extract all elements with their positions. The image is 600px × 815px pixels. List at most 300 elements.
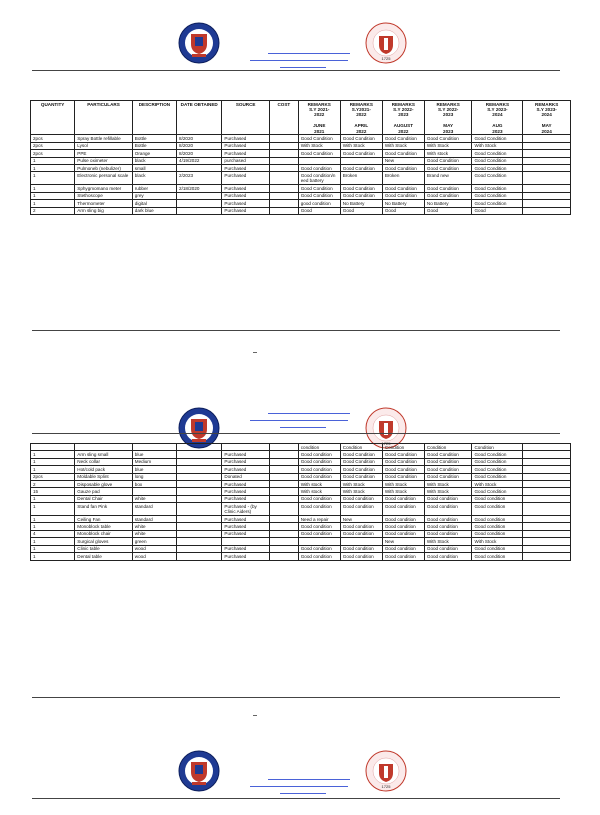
table-cell: long: [132, 473, 176, 480]
table-cell: 2pcs: [31, 135, 75, 142]
table-cell: [269, 451, 298, 458]
table-cell: [177, 538, 222, 545]
table-cell: [340, 538, 382, 545]
table-cell: 1: [31, 458, 75, 465]
table-cell: rubber: [132, 185, 176, 192]
table-cell: small: [132, 165, 176, 172]
table-cell: 1: [31, 192, 75, 199]
table-cell: 1: [31, 495, 75, 502]
header-source: SOURCE: [222, 101, 270, 135]
table-cell: [269, 516, 298, 523]
table-cell: [177, 451, 222, 458]
table-cell: [75, 444, 133, 451]
table-cell: 8/2020: [177, 135, 222, 142]
table-cell: [177, 545, 222, 552]
table-cell: Good Condition: [472, 458, 523, 465]
letterhead: [0, 745, 600, 815]
table-cell: With Stock: [424, 142, 472, 149]
table-cell: Pulse oximeter: [75, 157, 133, 164]
table-cell: 1: [31, 185, 75, 192]
table-cell: [523, 200, 571, 207]
table-cell: [177, 466, 222, 473]
table-cell: Broken: [382, 172, 424, 185]
table-cell: digital: [132, 200, 176, 207]
table-cell: Good condition: [424, 553, 472, 560]
table-cell: Purchased: [222, 207, 270, 214]
table-cell: 4: [31, 530, 75, 537]
table-cell: standard: [132, 516, 176, 523]
table-cell: [523, 545, 571, 552]
table-row: [31, 135, 571, 142]
table-cell: [269, 466, 298, 473]
table-cell: white: [132, 530, 176, 537]
table-cell: 4/19/2022: [177, 157, 222, 164]
table-cell: New: [382, 157, 424, 164]
document-page-2: [0, 385, 600, 730]
table-cell: With Stock: [472, 538, 523, 545]
table-cell: good condition: [298, 200, 340, 207]
table-cell: [269, 495, 298, 502]
header-remarks-1: REMARKS S.Y 2021- 2022 JUNE 2021: [298, 101, 340, 135]
table-cell: Purchased: [222, 135, 270, 142]
table-cell: Stand fan Pink: [75, 503, 133, 516]
table-cell: [523, 473, 571, 480]
table-cell: With Stock: [340, 488, 382, 495]
table-cell: Good Condition: [382, 473, 424, 480]
table-cell: [523, 481, 571, 488]
table-cell: Good condition: [472, 545, 523, 552]
table-cell: With Stock: [298, 142, 340, 149]
table-cell: [523, 553, 571, 560]
table-cell: 1: [31, 466, 75, 473]
table-cell: wood: [132, 553, 176, 560]
table-cell: Thermometer: [75, 200, 133, 207]
table-cell: With Stock: [424, 488, 472, 495]
header-particulars: PARTICULARS: [75, 101, 133, 135]
table-cell: Purchased: [222, 150, 270, 157]
table-cell: Good condition: [382, 503, 424, 516]
table-cell: Purchased: [222, 495, 270, 502]
table-row: [31, 451, 571, 458]
table-cell: Good condition: [298, 466, 340, 473]
table-cell: Dental Chair: [75, 495, 133, 502]
document-page-3: [0, 745, 600, 800]
header-remarks-3: REMARKS S.Y 2022- 2023 AUGUST 2022: [382, 101, 424, 135]
table-cell: Moldable Splint: [75, 473, 133, 480]
table-cell: Good condition: [340, 553, 382, 560]
svg-text:1725: 1725: [381, 784, 391, 789]
table-cell: [269, 150, 298, 157]
table-cell: Good: [382, 207, 424, 214]
table-row: [31, 157, 571, 164]
table-cell: Good Condition: [382, 165, 424, 172]
table-cell: [177, 473, 222, 480]
table-cell: [298, 157, 340, 164]
header-cost: COST: [269, 101, 298, 135]
table-cell: Electronic personal scale: [75, 172, 133, 185]
table-cell: [340, 157, 382, 164]
table-cell: No Battery: [382, 200, 424, 207]
table-cell: Good Condition: [382, 135, 424, 142]
table-cell: [222, 444, 270, 451]
table-cell: Ceiling Fan: [75, 516, 133, 523]
table-cell: With Stock: [340, 481, 382, 488]
table-cell: [269, 157, 298, 164]
table-cell: Good Condition: [472, 185, 523, 192]
table-cell: [269, 200, 298, 207]
table-cell: Good Condition: [298, 192, 340, 199]
table-cell: Good Condition: [340, 192, 382, 199]
table-cell: Good Condition: [472, 192, 523, 199]
table-cell: Good Condition: [340, 473, 382, 480]
table-cell: box: [132, 481, 176, 488]
table-cell: New: [340, 516, 382, 523]
table-row: [31, 172, 571, 185]
table-cell: Hot/cold pack: [75, 466, 133, 473]
table-cell: Neck collar: [75, 458, 133, 465]
table-cell: black: [132, 172, 176, 185]
table-body-page-2: [31, 444, 571, 561]
table-cell: Good condition: [298, 451, 340, 458]
table-row: [31, 473, 571, 480]
table-cell: 2pcs: [31, 142, 75, 149]
table-row: [31, 200, 571, 207]
table-cell: Good condition: [298, 458, 340, 465]
table-cell: Good Condition: [340, 135, 382, 142]
table-cell: Donated: [222, 473, 270, 480]
table-cell: [269, 172, 298, 185]
table-cell: Broken: [340, 172, 382, 185]
table-cell: [523, 207, 571, 214]
table-cell: Good Condition: [424, 473, 472, 480]
table-cell: Good Condition: [472, 165, 523, 172]
table-cell: [269, 538, 298, 545]
table-cell: 2/18/2020: [177, 185, 222, 192]
table-cell: 2pcs: [31, 150, 75, 157]
table-cell: Purchased: [222, 165, 270, 172]
table-cell: Medium: [132, 458, 176, 465]
table-cell: Stethoscope: [75, 192, 133, 199]
table-cell: Purchased: [222, 466, 270, 473]
table-cell: Condition: [424, 444, 472, 451]
table-cell: Good Condition: [382, 451, 424, 458]
table-cell: [269, 488, 298, 495]
table-cell: [523, 142, 571, 149]
table-cell: Good Condition: [472, 172, 523, 185]
table-cell: white: [132, 523, 176, 530]
table-cell: [269, 185, 298, 192]
table-cell: Good: [298, 207, 340, 214]
table-cell: With stock: [298, 488, 340, 495]
table-cell: [523, 165, 571, 172]
table-cell: [269, 503, 298, 516]
table-cell: [523, 538, 571, 545]
table-cell: black: [132, 157, 176, 164]
table-cell: Good: [472, 207, 523, 214]
table-cell: Good Condition: [472, 135, 523, 142]
table-row: [31, 523, 571, 530]
table-cell: No Battery: [340, 200, 382, 207]
table-cell: Good: [424, 207, 472, 214]
table-cell: [132, 488, 176, 495]
table-cell: Good condition: [424, 530, 472, 537]
table-cell: Good condition: [298, 545, 340, 552]
table-cell: Good condition: [472, 553, 523, 560]
table-cell: Monoblock table: [75, 523, 133, 530]
table-cell: Gauze pad: [75, 488, 133, 495]
table-cell: Monoblock chair: [75, 530, 133, 537]
header-remarks-6: REMARKS S.Y 2023- 2024 MAY 2024: [523, 101, 571, 135]
table-row: [31, 545, 571, 552]
table-cell: Good Condition: [340, 165, 382, 172]
table-cell: Good Condition: [382, 150, 424, 157]
table-cell: [177, 444, 222, 451]
table-row: [31, 553, 571, 560]
table-cell: Purchased: [222, 185, 270, 192]
table-cell: [269, 473, 298, 480]
table-cell: Clinic table: [75, 545, 133, 552]
table-cell: Need a repair: [298, 516, 340, 523]
table-row: [31, 185, 571, 192]
table-cell: Good condition: [340, 495, 382, 502]
table-cell: [269, 545, 298, 552]
table-cell: [177, 488, 222, 495]
table-cell: [269, 458, 298, 465]
table-cell: 1: [31, 157, 75, 164]
table-cell: Good condition: [472, 503, 523, 516]
table-cell: 1: [31, 553, 75, 560]
table-cell: Good Condition: [340, 451, 382, 458]
page-separator: [253, 715, 257, 716]
table-cell: Good condition: [340, 523, 382, 530]
table-row: [31, 538, 571, 545]
table-cell: Good condition: [382, 553, 424, 560]
table-cell: [298, 538, 340, 545]
table-cell: 1: [31, 523, 75, 530]
table-cell: Purchased: [222, 481, 270, 488]
congregation-seal-icon: [365, 750, 407, 792]
table-cell: grey: [132, 192, 176, 199]
table-cell: Purchased: [222, 530, 270, 537]
table-cell: Good condition: [382, 495, 424, 502]
table-cell: Good Condition: [472, 451, 523, 458]
inventory-table-page-2: [30, 443, 571, 561]
table-cell: [177, 200, 222, 207]
table-cell: [269, 165, 298, 172]
table-cell: [523, 495, 571, 502]
table-cell: Good Condition: [340, 150, 382, 157]
table-cell: Bottle: [132, 142, 176, 149]
table-cell: [177, 553, 222, 560]
table-cell: Good Condition: [340, 466, 382, 473]
table-cell: green: [132, 538, 176, 545]
table-cell: Good condition: [298, 495, 340, 502]
table-cell: Good Condition: [472, 466, 523, 473]
table-cell: [177, 481, 222, 488]
table-cell: New: [382, 538, 424, 545]
table-cell: Good Condition: [424, 458, 472, 465]
header-description: DESCRIPTION: [132, 101, 176, 135]
school-seal-icon: [178, 22, 220, 64]
table-cell: Purchased: [222, 458, 270, 465]
table-cell: [269, 207, 298, 214]
table-cell: Good condition: [298, 165, 340, 172]
table-cell: Arm sling big: [75, 207, 133, 214]
table-cell: [177, 523, 222, 530]
table-cell: Good condition: [424, 503, 472, 516]
table-cell: PPE: [75, 150, 133, 157]
table-cell: With Stock: [472, 142, 523, 149]
table-cell: Good Condition: [472, 200, 523, 207]
page-separator: [253, 352, 257, 353]
table-cell: Condition: [340, 444, 382, 451]
table-cell: Good condition: [472, 516, 523, 523]
table-cell: [269, 481, 298, 488]
table-cell: Purchased: [222, 516, 270, 523]
table-cell: [523, 523, 571, 530]
table-cell: Good condition: [298, 523, 340, 530]
table-cell: Good Condition: [424, 135, 472, 142]
table-cell: Good Condition: [472, 150, 523, 157]
table-row: [31, 481, 571, 488]
header-remarks-4: REMARKS S.Y 2022- 2023 MAY 2023: [424, 101, 472, 135]
table-row: [31, 207, 571, 214]
table-cell: [523, 157, 571, 164]
table-cell: With Stock: [382, 488, 424, 495]
table-cell: Good condition: [382, 523, 424, 530]
table-cell: Good Condition: [472, 488, 523, 495]
table-cell: Good Condition: [424, 185, 472, 192]
table-cell: Good condition: [298, 530, 340, 537]
table-cell: Good condition: [424, 523, 472, 530]
table-cell: With Stock: [424, 538, 472, 545]
table-cell: Good Condition: [424, 451, 472, 458]
table-cell: Bottle: [132, 135, 176, 142]
table-cell: Purchased: [222, 553, 270, 560]
table-cell: dark blue: [132, 207, 176, 214]
table-body-page-1: [31, 135, 571, 214]
table-cell: Spray Bottle refillable: [75, 135, 133, 142]
header-remarks-2: REMARKS S.Y2021- 2022 APRIL 2022: [340, 101, 382, 135]
table-cell: Purchased: [222, 192, 270, 199]
table-cell: [523, 444, 571, 451]
table-cell: standard: [132, 503, 176, 516]
table-cell: Good condition: [472, 523, 523, 530]
table-cell: [177, 207, 222, 214]
table-cell: [523, 516, 571, 523]
table-cell: Good condition: [472, 495, 523, 502]
table-cell: Good condition: [340, 545, 382, 552]
table-row: [31, 530, 571, 537]
table-cell: Good condition: [382, 516, 424, 523]
table-cell: [523, 150, 571, 157]
table-cell: [523, 503, 571, 516]
table-row: [31, 444, 571, 451]
table-row: [31, 495, 571, 502]
table-cell: With Stock: [382, 481, 424, 488]
table-cell: Good Condition: [382, 185, 424, 192]
table-row: [31, 165, 571, 172]
table-cell: purchased: [222, 157, 270, 164]
table-cell: white: [132, 495, 176, 502]
table-cell: Good condition: [340, 503, 382, 516]
table-cell: [177, 458, 222, 465]
table-cell: Good Condition: [424, 466, 472, 473]
table-cell: Purchased: [222, 172, 270, 185]
table-cell: With Stock: [382, 142, 424, 149]
table-cell: No Battery: [424, 200, 472, 207]
table-cell: With stock: [424, 150, 472, 157]
document-page-1: [0, 0, 600, 360]
table-cell: blue: [132, 451, 176, 458]
table-cell: With Stock: [424, 481, 472, 488]
table-cell: 1: [31, 172, 75, 185]
table-cell: [523, 172, 571, 185]
table-cell: 2pcs: [31, 473, 75, 480]
table-cell: [269, 135, 298, 142]
table-cell: Good condition: [382, 545, 424, 552]
table-cell: 1: [31, 538, 75, 545]
table-cell: Good Condition: [382, 466, 424, 473]
table-cell: Sphygmomano meter: [75, 185, 133, 192]
table-cell: [523, 135, 571, 142]
table-cell: Good Condition: [340, 458, 382, 465]
table-row: [31, 466, 571, 473]
table-cell: Good Condition: [424, 157, 472, 164]
congregation-seal-icon: [365, 22, 407, 64]
table-cell: With stock: [298, 481, 340, 488]
table-cell: 1: [31, 503, 75, 516]
table-cell: Good Condition: [298, 185, 340, 192]
letterhead: [0, 0, 600, 70]
table-cell: [177, 516, 222, 523]
table-cell: [269, 553, 298, 560]
table-cell: 1: [31, 200, 75, 207]
table-cell: Good condition: [424, 495, 472, 502]
table-row: [31, 142, 571, 149]
inventory-table-page-1: [30, 100, 571, 215]
table-cell: 1: [31, 451, 75, 458]
table-cell: [523, 185, 571, 192]
table-cell: [269, 142, 298, 149]
table-cell: [269, 444, 298, 451]
table-row: [31, 488, 571, 495]
table-cell: [269, 523, 298, 530]
table-cell: Dental table: [75, 553, 133, 560]
table-cell: 8/2020: [177, 150, 222, 157]
table-cell: Condition: [472, 444, 523, 451]
table-cell: 1: [31, 516, 75, 523]
table-cell: [222, 538, 270, 545]
table-cell: Good Condition: [382, 192, 424, 199]
table-cell: [177, 192, 222, 199]
header-date-obtained: DATE OBTAINED: [177, 101, 222, 135]
table-cell: Good Condition: [298, 150, 340, 157]
table-cell: 1: [31, 545, 75, 552]
table-cell: Good condition: [298, 553, 340, 560]
table-cell: [269, 192, 298, 199]
table-cell: Good condition: [424, 545, 472, 552]
table-row: [31, 150, 571, 157]
table-cell: [31, 444, 75, 451]
table-cell: Purchased: [222, 200, 270, 207]
table-cell: Lysol: [75, 142, 133, 149]
table-cell: Purchased: [222, 488, 270, 495]
table-cell: Good Condition: [298, 135, 340, 142]
table-cell: [523, 192, 571, 199]
table-cell: [177, 530, 222, 537]
table-cell: Arm sling small: [75, 451, 133, 458]
